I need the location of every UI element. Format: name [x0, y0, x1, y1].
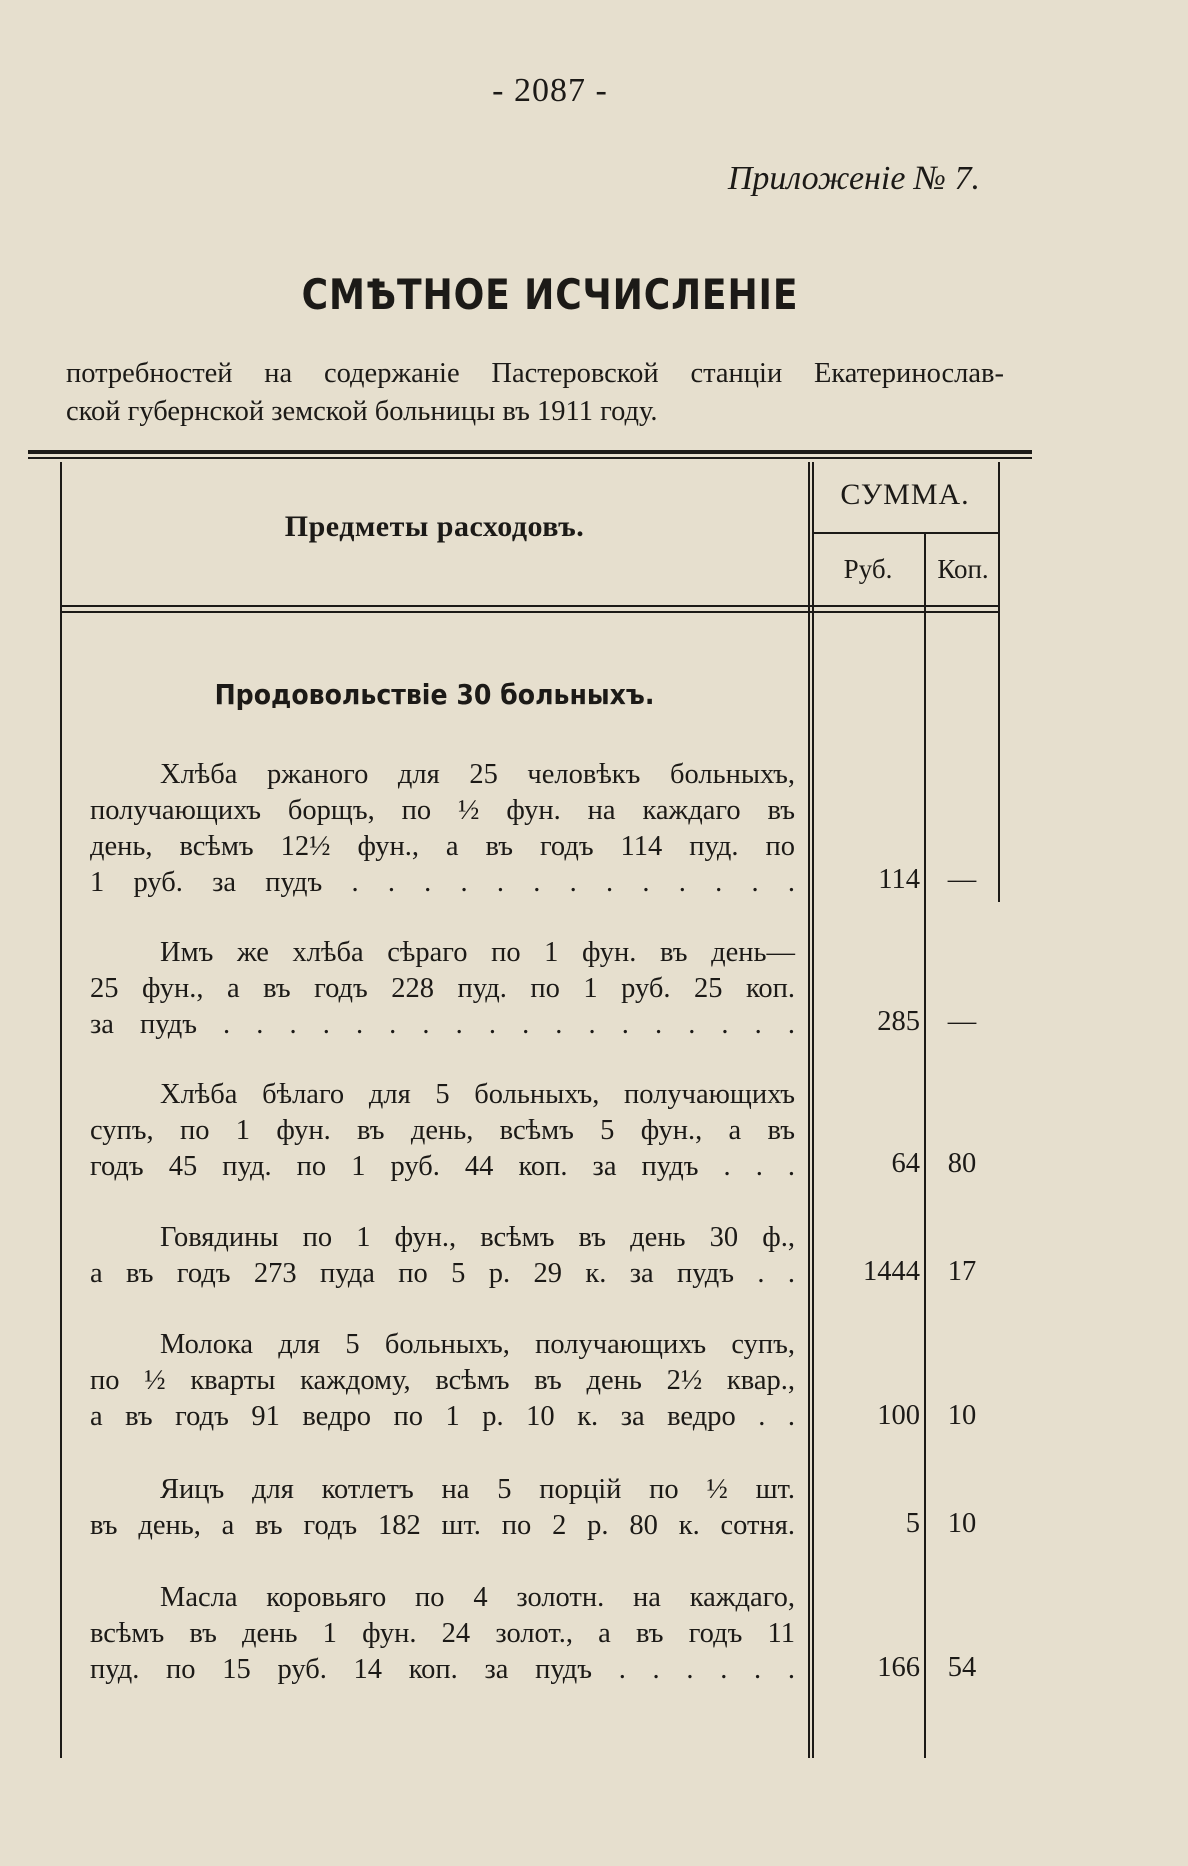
expense-item: [90, 1220, 795, 1292]
top-rule-thick: [28, 450, 1032, 454]
item-line: по ½ кварты каждому, всѣмъ въ день 2½ квар.,: [90, 1365, 795, 1396]
item-rub: 1444: [863, 1256, 920, 1287]
item-kop: —: [947, 864, 977, 895]
item-line: Масла коровьяго по 4 золотн. на каждаго,: [160, 1582, 795, 1613]
item-line: Имъ же хлѣба сѣраго по 1 фун. въ день—: [160, 937, 795, 968]
table-rub-kop-divider: [924, 534, 926, 1758]
subtitle-line-2: ской губернской земской больницы въ 1911 году.: [66, 396, 658, 427]
item-line: всѣмъ въ день 1 фун. 24 золот., а въ годъ 11: [90, 1618, 795, 1649]
item-kop: 10: [947, 1508, 977, 1539]
top-rule-thin: [28, 457, 1032, 459]
item-rub: 114: [878, 864, 920, 895]
item-line: Говядины по 1 фун., всѣмъ въ день 30 ф.,: [160, 1222, 795, 1253]
item-line: Молока для 5 больныхъ, получающихъ супъ,: [160, 1329, 795, 1360]
item-rub: 100: [877, 1400, 920, 1431]
table-right-border: [998, 462, 1000, 902]
item-line: Яицъ для котлетъ на 5 порцій по ½ шт.: [160, 1474, 795, 1505]
item-rub: 5: [905, 1508, 920, 1539]
item-rub: 166: [877, 1652, 920, 1683]
item-kop: —: [947, 1006, 977, 1037]
page-number: - 2087 -: [492, 72, 608, 109]
item-line: за пудъ . . . . . . . . . . . . . . . . . .: [90, 1009, 795, 1040]
item-rub: 64: [891, 1148, 920, 1179]
item-line: супъ, по 1 фун. въ день, всѣмъ 5 фун., а въ: [90, 1115, 795, 1146]
expense-item: [90, 1077, 795, 1185]
expense-item: [90, 757, 795, 901]
table-left-border: [60, 462, 62, 1758]
item-line: Хлѣба ржаного для 25 человѣкъ больныхъ,: [160, 759, 795, 790]
sum-header-underline: [812, 532, 1000, 534]
document-title: СМѢТНОЕ ИСЧИСЛЕНІЕ: [301, 270, 799, 319]
item-line: въ день, а въ годъ 182 шт. по 2 р. 80 к. сотня.: [90, 1510, 795, 1541]
item-line: 25 фун., а въ годъ 228 пуд. по 1 руб. 25 коп.: [90, 973, 795, 1004]
header-rub: Руб.: [843, 554, 893, 584]
item-line: пуд. по 15 руб. 14 коп. за пудъ . . . . . .: [90, 1654, 795, 1685]
header-bottom-rule-2: [60, 611, 1000, 613]
item-line: день, всѣмъ 12½ фун., а въ годъ 114 пуд. по: [90, 831, 795, 862]
expense-item: [90, 1472, 795, 1544]
item-kop: 10: [947, 1400, 977, 1431]
header-items: Предметы расходовъ.: [284, 510, 585, 543]
appendix-label: Приложеніе № 7.: [727, 160, 980, 197]
item-line: а въ годъ 91 ведро по 1 р. 10 к. за ведро . .: [90, 1401, 795, 1432]
item-line: годъ 45 пуд. по 1 руб. 44 коп. за пудъ . . .: [90, 1151, 795, 1182]
header-kop: Коп.: [937, 554, 989, 584]
expense-item: [90, 935, 795, 1043]
item-kop: 54: [947, 1652, 977, 1683]
table-items-sum-divider: [808, 462, 810, 1758]
section-title: Продовольствіе 30 больныхъ.: [214, 678, 655, 711]
header-bottom-rule: [60, 605, 1000, 607]
expense-item: [90, 1327, 795, 1435]
item-line: 1 руб. за пудъ . . . . . . . . . . . . .: [90, 867, 795, 898]
item-line: а въ годъ 273 пуда по 5 р. 29 к. за пудъ . .: [90, 1258, 795, 1289]
item-line: получающихъ борщъ, по ½ фун. на каждаго въ: [90, 795, 795, 826]
item-rub: 285: [877, 1006, 920, 1037]
subtitle-line-1: потребностей на содержаніе Пастеровской станціи Екатеринослав-: [66, 358, 1004, 389]
table-items-sum-divider-2: [812, 462, 814, 1758]
expense-item: [90, 1580, 795, 1688]
item-line: Хлѣба бѣлаго для 5 больныхъ, получающихъ: [160, 1079, 795, 1110]
header-sum: СУММА.: [840, 478, 970, 511]
document-subtitle: [66, 355, 1004, 431]
item-kop: 80: [947, 1148, 977, 1179]
item-kop: 17: [947, 1256, 977, 1287]
